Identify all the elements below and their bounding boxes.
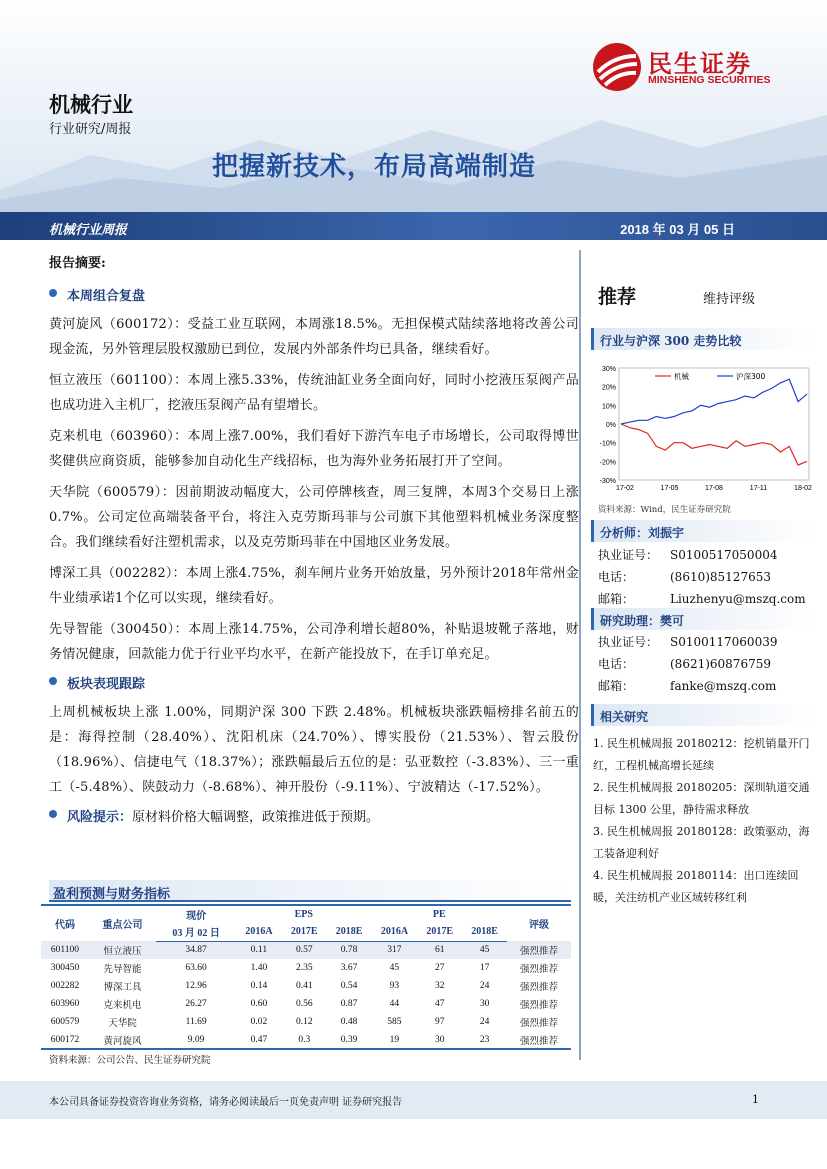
table-cell-e3: 0.48 xyxy=(340,1017,358,1027)
info-row[interactable]: 邮箱： fanke@mszq.com xyxy=(598,679,777,693)
table-cell-p2: 47 xyxy=(435,999,445,1009)
table-cell-e2: 0.57 xyxy=(282,941,327,959)
table-cell-p3: 17 xyxy=(479,963,490,973)
brand-logo xyxy=(592,42,782,94)
series-line-0 xyxy=(621,424,807,465)
x-tick-label: 17-05 xyxy=(660,485,679,492)
y-tick-label: -10% xyxy=(599,440,616,448)
y-tick-label: 30% xyxy=(601,366,616,373)
legend-label: 机械 xyxy=(674,372,689,381)
table-cell-p3: 45 xyxy=(462,941,507,959)
table-cell-p3: 24 xyxy=(479,981,490,991)
table-cell-p1: 93 xyxy=(389,981,400,991)
minsheng-logo-icon xyxy=(592,42,642,92)
table-cell-p2: 61 xyxy=(417,941,462,959)
summary-title: 报告摘要: xyxy=(49,256,106,271)
table-cell-rating: 强烈推荐 xyxy=(520,1001,559,1011)
table-row xyxy=(41,995,571,1013)
table-cell-e2: 0.12 xyxy=(295,1017,313,1027)
table-cell-e3: 0.87 xyxy=(340,999,358,1009)
table-cell-p2: 97 xyxy=(435,1017,445,1027)
related-item[interactable]: 4. 民生机械周报 20180114：出口连续回暖，关注纺机产业区域转移红利 xyxy=(593,869,799,904)
table-row xyxy=(41,1031,571,1049)
table-cell-price: 12.96 xyxy=(185,981,207,991)
table-cell-p1: 317 xyxy=(372,941,418,959)
info-row: 电话： (8610)85127653 xyxy=(598,570,771,584)
paragraph: 克来机电（603960）：本周上涨7.00%，我们看好下游汽车电子市场增长，公司取得博世奖健供应商资质，能够参加自动化生产线招标，也为海外业务拓展打开了空间。 xyxy=(49,429,579,469)
table-cell-rating: 强烈推荐 xyxy=(520,965,559,975)
report-series: 机械行业周报 xyxy=(49,223,128,238)
table-cell-e1: 0.60 xyxy=(250,999,268,1009)
col-year: 2018E xyxy=(327,923,372,941)
info-row: 执业证号： S0100117060039 xyxy=(598,635,778,649)
assistant-email-link[interactable]: fanke@mszq.com xyxy=(670,679,777,693)
table-cell-p1: 19 xyxy=(372,1031,418,1049)
bullet-icon xyxy=(49,289,57,297)
table-cell-e2: 0.56 xyxy=(295,999,313,1009)
paragraph: 天华院（600579）：因前期波动幅度大，公司停牌核查，周三复牌，本周3个交易日上涨0.7%。公司定位高端装备平台，将注入克劳斯玛菲与公司旗下其他塑料机械业务深度整合。我们继续看好注塑机需求，以及克劳斯玛菲在中国地区业务发展。 xyxy=(49,485,579,550)
related-item[interactable]: 2. 民生机械周报 20180205：深圳轨道交通目标 1300 公里，静待需求释放 xyxy=(593,781,810,816)
table-cell-rating: 强烈推荐 xyxy=(520,1019,559,1029)
x-tick-label: 17-08 xyxy=(705,485,723,492)
table-cell-price: 11.69 xyxy=(185,1017,207,1027)
table-cell-e3: 0.54 xyxy=(340,981,358,991)
table-cell-code: 603960 xyxy=(50,999,80,1009)
table-cell-e1: 0.47 xyxy=(236,1031,282,1049)
report-header xyxy=(0,0,827,212)
table-cell-name: 先导智能 xyxy=(103,965,142,975)
col-code: 代码 xyxy=(41,905,89,941)
table-cell-code: 600172 xyxy=(41,1031,89,1049)
logo-chinese-name: 民生证券 xyxy=(648,50,752,78)
bullet-icon xyxy=(49,677,57,685)
table-row xyxy=(41,941,571,959)
table-row xyxy=(41,977,571,995)
col-year: 2017E xyxy=(282,923,327,941)
table-cell-price: 34.87 xyxy=(156,941,236,959)
column-divider xyxy=(579,250,581,1060)
table-cell-price: 26.27 xyxy=(185,999,207,1009)
table-cell-name: 天华院 xyxy=(108,1019,137,1029)
trend-chart xyxy=(591,360,817,495)
table-cell-e2: 2.35 xyxy=(295,963,313,973)
summary-column xyxy=(49,252,579,833)
paragraph: 黄河旋风（600172）：受益工业互联网，本周涨18.5%。无担保模式陆续落地将改善公司现金流，另外管理层股权激励已到位，发展内外部条件均已具备，继续看好。 xyxy=(49,317,579,357)
logo-english-name: MINSHENG SECURITIES xyxy=(648,74,771,86)
table-cell-name: 黄河旋风 xyxy=(89,1031,156,1049)
y-tick-label: -20% xyxy=(599,459,616,467)
assistant-bar: 研究助理：樊可 xyxy=(591,608,817,630)
table-cell-p1: 45 xyxy=(389,963,400,973)
table-cell-e1: 0.02 xyxy=(250,1017,268,1027)
table-cell-rating: 强烈推荐 xyxy=(507,941,571,959)
earnings-table xyxy=(41,904,571,1050)
rating: 推荐 xyxy=(598,286,637,308)
info-row: 执业证号： S0100517050004 xyxy=(598,548,778,562)
table-row xyxy=(41,1013,571,1031)
risk-text: 原材料价格大幅调整，政策推进低于预期。 xyxy=(132,810,380,825)
col-year: 2017E xyxy=(417,923,462,941)
x-tick-label: 17-11 xyxy=(749,485,768,492)
page-number: 1 xyxy=(752,1093,759,1106)
related-bar: 相关研究 xyxy=(591,704,817,726)
x-tick-label: 18-02 xyxy=(794,485,812,492)
y-tick-label: 20% xyxy=(601,384,616,392)
table-cell-code: 002282 xyxy=(50,981,80,991)
legend-label: 沪深300 xyxy=(736,372,766,381)
col-date: 03 月 02 日 xyxy=(156,923,236,941)
table-cell-e1: 0.11 xyxy=(236,941,282,959)
report-date: 2018 年 03 月 05 日 xyxy=(620,222,735,237)
table-cell-e1: 0.14 xyxy=(250,981,268,991)
section-risk: 风险提示：原材料价格大幅调整，政策推进低于预期。 xyxy=(49,806,579,825)
section-sector-tracking: 板块表现跟踪 xyxy=(49,673,579,692)
table-cell-name: 博深工具 xyxy=(103,983,142,993)
table-title-bar: 盈利预测与财务指标 xyxy=(49,880,571,902)
paragraph: 先导智能（300450）：本周上涨14.75%，公司净利增长超80%，补贴退坡靴子落地，财务情况健康，回款能力优于行业平均水平，在新产能投放下，在手订单充足。 xyxy=(49,622,579,662)
col-year: 2018E xyxy=(462,923,507,941)
related-item[interactable]: 1. 民生机械周报 20180212：挖机销量开门红，工程机械高增长延续 xyxy=(593,737,810,772)
related-item[interactable]: 3. 民生机械周报 20180128：政策驱动，海工装备迎利好 xyxy=(593,825,810,860)
col-price: 现价 xyxy=(156,905,236,923)
assistant-info xyxy=(598,631,777,697)
info-row[interactable]: 邮箱： Liuzhenyu@mszq.com xyxy=(598,592,806,606)
analyst-bar: 分析师：刘振宇 xyxy=(591,520,817,542)
chart-title-bar: 行业与沪深 300 走势比较 xyxy=(591,328,817,350)
report-type: 行业研究/周报 xyxy=(49,122,132,137)
series-line-1 xyxy=(621,379,807,424)
table-cell-e2: 0.41 xyxy=(295,981,313,991)
table-cell-code: 601100 xyxy=(41,941,89,959)
col-company: 重点公司 xyxy=(89,905,156,941)
rating-note: 维持评级 xyxy=(703,292,756,307)
info-row: 电话： (8621)60876759 xyxy=(598,657,771,671)
table-cell-e3: 3.67 xyxy=(340,963,358,973)
col-pe: PE xyxy=(372,905,507,923)
table-cell-rating: 强烈推荐 xyxy=(507,1031,571,1049)
table-cell-e2: 0.3 xyxy=(282,1031,327,1049)
col-year: 2016A xyxy=(236,923,282,941)
industry-title: 机械行业 xyxy=(49,93,133,117)
table-cell-rating: 强烈推荐 xyxy=(520,983,559,993)
y-tick-label: 10% xyxy=(601,403,616,411)
table-cell-p3: 23 xyxy=(462,1031,507,1049)
page-footer xyxy=(0,1081,827,1119)
table-cell-e1: 1.40 xyxy=(250,963,268,973)
bullet-icon xyxy=(49,810,57,818)
table-cell-p2: 30 xyxy=(417,1031,462,1049)
disclaimer-text: 本公司具备证券投资咨询业务资格，请务必阅读最后一页免责声明 证券研究报告 xyxy=(49,1097,403,1108)
y-tick-label: 0% xyxy=(605,422,616,429)
table-cell-code: 600579 xyxy=(50,1017,80,1027)
y-tick-label: -30% xyxy=(599,478,616,485)
table-source: 资料来源：公司公告、民生证券研究院 xyxy=(49,1055,211,1066)
section-portfolio-review: 本周组合复盘 xyxy=(49,285,579,304)
table-cell-p3: 30 xyxy=(479,999,490,1009)
table-cell-e3: 0.39 xyxy=(327,1031,372,1049)
table-cell-p1: 44 xyxy=(389,999,400,1009)
table-cell-name: 恒立液压 xyxy=(89,941,156,959)
table-cell-p2: 27 xyxy=(435,963,445,973)
col-year: 2016A xyxy=(372,923,418,941)
table-cell-code: 300450 xyxy=(50,963,80,973)
table-cell-p3: 24 xyxy=(479,1017,490,1027)
report-headline: 把握新技术，布局高端制造 xyxy=(212,152,537,182)
table-row xyxy=(41,959,571,977)
col-rating: 评级 xyxy=(507,905,571,941)
related-research-list xyxy=(593,733,817,909)
title-band xyxy=(0,212,827,240)
table-cell-p1: 585 xyxy=(387,1017,402,1027)
table-cell-name: 克来机电 xyxy=(103,1001,142,1011)
chart-source: 资料来源：Wind，民生证券研究院 xyxy=(598,505,731,515)
table-cell-e3: 0.78 xyxy=(327,941,372,959)
plot-frame xyxy=(619,368,809,480)
col-eps: EPS xyxy=(236,905,371,923)
analyst-email-link[interactable]: Liuzhenyu@mszq.com xyxy=(670,592,806,606)
table-cell-price: 63.60 xyxy=(185,963,207,973)
analyst-info xyxy=(598,544,806,610)
paragraph: 恒立液压（601100）：本周上涨5.33%，传统油缸业务全面向好，同时小挖液压泵阀产品也成功进入主机厂，挖液压泵阀产品有望增长。 xyxy=(49,373,579,413)
x-tick-label: 17-02 xyxy=(616,485,634,492)
trend-chart-svg xyxy=(591,360,817,495)
paragraph: 博深工具（002282）：本周上涨4.75%，刹车闸片业务开始放量，另外预计2018年常州金牛业绩承诺1个亿可以实现，继续看好。 xyxy=(49,566,579,606)
table-cell-price: 9.09 xyxy=(156,1031,236,1049)
table-cell-p2: 32 xyxy=(435,981,445,991)
paragraph: 上周机械板块上涨 1.00%，同期沪深 300 下跌 2.48%。机械板块涨跌幅榜排名前五的是：海得控制（28.40%）、沈阳机床（24.70%）、博实股份（21.53%）、智云股份（18.96%）、信捷电气（18.37%）；涨跌幅最后五位的是：弘亚数控（-3.83%）、三一重工（-5.48%）、陕鼓动力（-8.68%）、神开股份（-9.11%）、宁波精达（-17.52%）。 xyxy=(49,705,579,795)
